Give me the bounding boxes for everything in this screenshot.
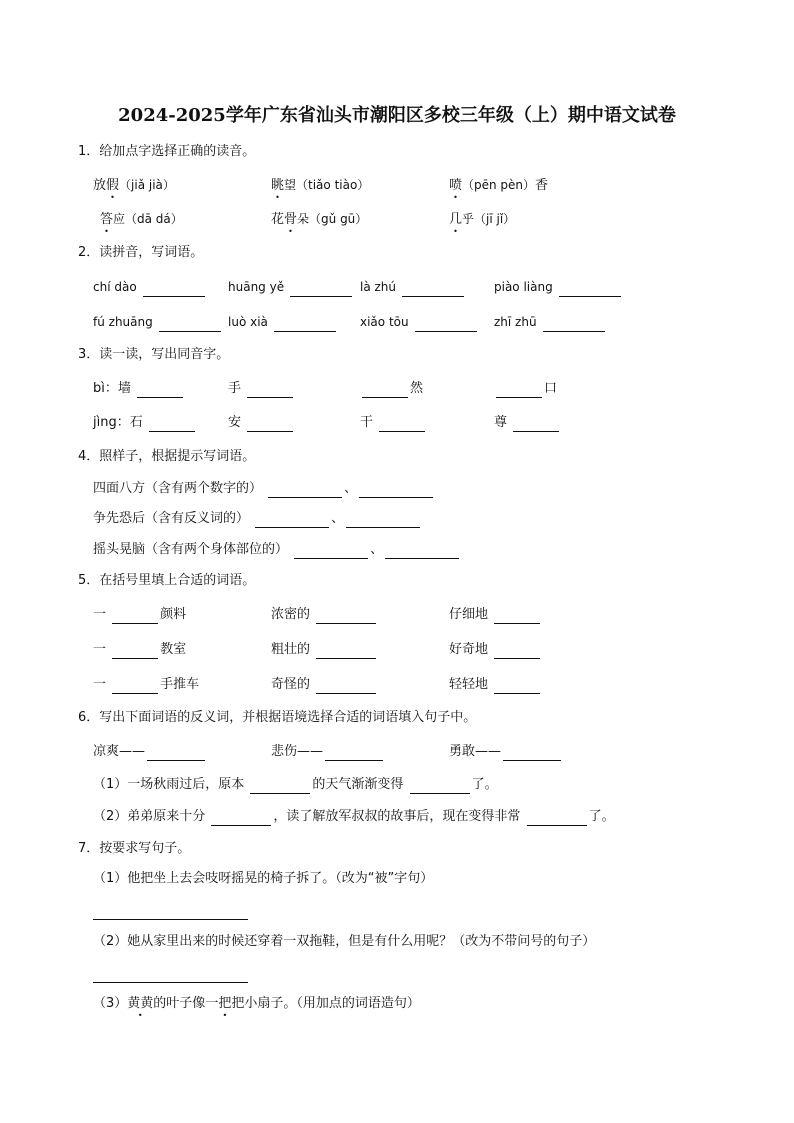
q4-item-1: 四面八方（含有两个数字的） 、: [93, 480, 435, 498]
answer-blank[interactable]: [415, 317, 477, 332]
q5-r3-c2: 奇怪的: [271, 676, 378, 694]
answer-blank[interactable]: [325, 746, 383, 761]
q3-heading: 3．读一读，写出同音字。: [78, 347, 230, 362]
q5-r1-c1: 一 颜料: [93, 607, 187, 622]
answer-blank[interactable]: [143, 282, 205, 297]
q6-pair-3: 勇敢——: [449, 743, 563, 761]
q7-answer-line-1[interactable]: [93, 902, 248, 920]
answer-blank[interactable]: [274, 317, 336, 332]
answer-blank[interactable]: [410, 779, 470, 794]
q5-heading: 5．在括号里填上合适的词语。: [78, 573, 256, 588]
answer-blank[interactable]: [494, 609, 540, 624]
answer-blank[interactable]: [316, 644, 376, 659]
answer-blank[interactable]: [159, 317, 221, 332]
page-title: 2024-2025学年广东省汕头市潮阳区多校三年级（上）期中语文试卷: [118, 105, 676, 126]
q7-sentence-1: （1）他把坐上去会吱呀摇晃的椅子拆了。（改为“被”字句）: [93, 871, 434, 886]
q3-bi-4: 口: [494, 380, 557, 398]
answer-blank[interactable]: [137, 383, 183, 398]
q2-item-2: huāng yě: [228, 278, 354, 297]
q1-item-6: 几乎（jī jǐ）: [449, 212, 516, 227]
answer-blank[interactable]: [543, 317, 605, 332]
q7-answer-line-2[interactable]: [93, 965, 248, 983]
q3-bi-3: 然: [360, 380, 423, 398]
answer-blank[interactable]: [316, 609, 376, 624]
answer-blank[interactable]: [359, 483, 433, 498]
answer-blank[interactable]: [494, 679, 540, 694]
q2-item-6: luò xià: [228, 313, 338, 332]
answer-blank[interactable]: [494, 644, 540, 659]
q5-r1-c3: 仔细地: [449, 606, 542, 624]
q2-item-3: là zhú: [360, 278, 466, 297]
answer-blank[interactable]: [247, 417, 293, 432]
q1-item-4: 答应（dā dá）: [100, 212, 183, 227]
q6-pair-2: 悲伤——: [271, 743, 385, 761]
q6-sentence-2: （2）弟弟原来十分 ，读了解放军叔叔的故事后，现在变得非常 了。: [93, 809, 615, 824]
answer-blank[interactable]: [211, 811, 271, 826]
q2-item-1: chí dào: [93, 278, 207, 297]
q4-heading: 4．照样子，根据提示写词语。: [78, 449, 256, 464]
answer-blank[interactable]: [316, 679, 376, 694]
q3-jing-4: 尊: [494, 414, 561, 432]
answer-blank[interactable]: [513, 417, 559, 432]
q2-heading: 2．读拼音，写词语。: [78, 245, 204, 260]
answer-blank[interactable]: [112, 679, 158, 694]
q1-item-5: 花骨朵（gǔ gū）: [271, 212, 368, 227]
answer-blank[interactable]: [112, 644, 158, 659]
q5-r2-c3: 好奇地: [449, 641, 542, 659]
q3-jing-1: jìng：石: [93, 414, 197, 432]
answer-blank[interactable]: [496, 383, 542, 398]
q3-jing-2: 安: [228, 414, 295, 432]
q3-bi-2: 手: [228, 380, 295, 398]
q7-heading: 7．按要求写句子。: [78, 841, 191, 856]
answer-blank[interactable]: [147, 746, 205, 761]
answer-blank[interactable]: [268, 483, 342, 498]
q1-item-1: 放假（jiǎ jià）: [93, 178, 175, 193]
answer-blank[interactable]: [559, 282, 621, 297]
q5-r3-c1: 一 手推车: [93, 677, 200, 692]
q4-item-2: 争先恐后（含有反义词的） 、: [93, 510, 422, 528]
answer-blank[interactable]: [362, 383, 408, 398]
answer-blank[interactable]: [290, 282, 352, 297]
q2-item-8: zhī zhū: [494, 313, 607, 332]
answer-blank[interactable]: [255, 513, 329, 528]
answer-blank[interactable]: [402, 282, 464, 297]
answer-blank[interactable]: [247, 383, 293, 398]
q3-bi-1: bì：墙: [93, 380, 185, 398]
q5-r1-c2: 浓密的: [271, 606, 378, 624]
q4-item-3: 摇头晃脑（含有两个身体部位的） 、: [93, 541, 461, 559]
answer-blank[interactable]: [149, 417, 195, 432]
q2-item-4: piào liàng: [494, 278, 623, 297]
q1-item-2: 眺望（tiǎo tiào）: [271, 178, 370, 193]
q3-jing-3: 干: [360, 414, 427, 432]
answer-blank[interactable]: [250, 779, 310, 794]
q7-sentence-3: （3）黄黄的叶子像一把把小扇子。（用加点的词语造句）: [93, 996, 420, 1011]
q5-r2-c1: 一 教室: [93, 642, 187, 657]
q2-item-7: xiǎo tōu: [360, 313, 479, 332]
q5-r3-c3: 轻轻地: [449, 676, 542, 694]
q6-heading: 6．写出下面词语的反义词，并根据语境选择合适的词语填入句子中。: [78, 710, 477, 725]
answer-blank[interactable]: [294, 544, 368, 559]
q7-sentence-2: （2）她从家里出来的时候还穿着一双拖鞋，但是有什么用呢？（改为不带问号的句子）: [93, 934, 596, 949]
q6-sentence-1: （1）一场秋雨过后，原本 的天气渐渐变得 了。: [93, 777, 498, 792]
answer-blank[interactable]: [385, 544, 459, 559]
q5-r2-c2: 粗壮的: [271, 641, 378, 659]
q2-item-5: fú zhuāng: [93, 313, 223, 332]
q6-pair-1: 凉爽——: [93, 743, 207, 761]
answer-blank[interactable]: [379, 417, 425, 432]
answer-blank[interactable]: [346, 513, 420, 528]
answer-blank[interactable]: [112, 609, 158, 624]
q1-heading: 1．给加点字选择正确的读音。: [78, 144, 256, 159]
answer-blank[interactable]: [527, 811, 587, 826]
answer-blank[interactable]: [503, 746, 561, 761]
q1-item-3: 喷（pēn pèn）香: [449, 178, 549, 193]
